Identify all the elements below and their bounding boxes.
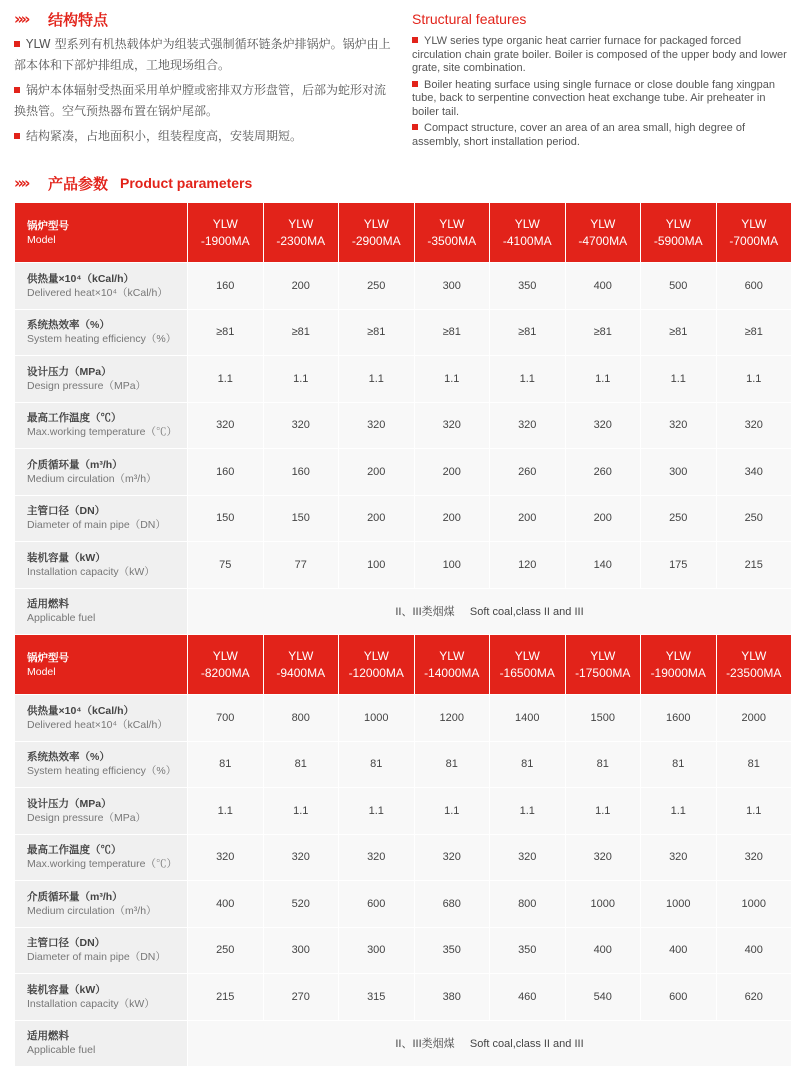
model-header-row <box>15 635 792 695</box>
model-code: -3500MA <box>427 233 477 248</box>
table-cell: 300 <box>414 263 490 310</box>
product-parameters-heading <box>14 172 252 194</box>
row-label-cn: 锅炉型号 <box>27 651 69 664</box>
table-cell: 340 <box>716 449 792 496</box>
table-cell: 680 <box>414 881 490 928</box>
row-label-cn: 供热量×10⁴（kCal/h） <box>27 704 135 717</box>
table-cell: 150 <box>263 495 339 542</box>
model-cell <box>263 203 339 263</box>
bullet-square-icon <box>14 87 20 93</box>
model-cell <box>490 635 566 695</box>
model-code: -2900MA <box>351 233 401 248</box>
row-label <box>15 1020 188 1067</box>
table-cell: 81 <box>263 741 339 788</box>
table-cell: 400 <box>641 927 717 974</box>
row-label-en: System heating efficiency（%） <box>27 765 177 778</box>
table-cell: 150 <box>188 495 264 542</box>
row-label-en: Medium circulation（m³/h） <box>27 472 157 485</box>
row-label-en: Applicable fuel <box>27 612 96 625</box>
model-cell <box>188 635 264 695</box>
table-cell: 260 <box>490 449 566 496</box>
table-cell: 315 <box>339 974 415 1021</box>
row-label-en: Applicable fuel <box>27 1044 96 1057</box>
row-label-cn: 设计压力（MPa） <box>27 365 112 378</box>
table-cell: 320 <box>263 402 339 449</box>
table-cell: 1.1 <box>188 356 264 403</box>
model-code: -14000MA <box>424 665 480 680</box>
row-label-en: Installation capacity（kW） <box>27 565 155 578</box>
row-label-en: Design pressure（MPa） <box>27 811 147 824</box>
model-series: YLW <box>590 216 616 231</box>
table-cell: 700 <box>188 695 264 742</box>
table-cell: 81 <box>565 741 641 788</box>
table-cell: 200 <box>414 449 490 496</box>
row-label-en: Delivered heat×10⁴（kCal/h） <box>27 286 168 299</box>
table-cell: 215 <box>188 974 264 1021</box>
table-cell: 320 <box>641 834 717 881</box>
row-label-en: Max.working temperature（℃） <box>27 858 177 871</box>
model-code: -19000MA <box>650 665 706 680</box>
model-code: -1900MA <box>200 233 250 248</box>
table-cell: 81 <box>641 741 717 788</box>
model-series: YLW <box>741 216 767 231</box>
row-label <box>15 402 188 449</box>
row-label-en: Diameter of main pipe（DN） <box>27 951 166 964</box>
model-series: YLW <box>288 216 314 231</box>
bullet-square-icon <box>412 81 418 87</box>
row-label <box>15 203 188 263</box>
row-label <box>15 974 188 1021</box>
table-cell: 77 <box>263 542 339 589</box>
table-cell: 320 <box>188 834 264 881</box>
model-code: -2300MA <box>276 233 326 248</box>
table-cell: 350 <box>490 263 566 310</box>
table-cell: 320 <box>490 834 566 881</box>
row-label <box>15 449 188 496</box>
table-cell: 380 <box>414 974 490 1021</box>
bullet-square-icon <box>14 133 20 139</box>
table-cell: 81 <box>339 741 415 788</box>
table-cell: 520 <box>263 881 339 928</box>
row-label-cn: 系统热效率（%） <box>27 751 110 764</box>
model-cell <box>490 203 566 263</box>
table-cell: 1200 <box>414 695 490 742</box>
model-series: YLW <box>665 216 691 231</box>
table-cell: 320 <box>716 834 792 881</box>
table-cell: 81 <box>490 741 566 788</box>
row-label-cn: 装机容量（kW） <box>27 551 106 564</box>
row-label <box>15 263 188 310</box>
table-cell: 250 <box>716 495 792 542</box>
row-label-cn: 介质循环量（m³/h） <box>27 890 123 903</box>
model-code: -7000MA <box>729 233 779 248</box>
table-cell: 350 <box>490 927 566 974</box>
table-row <box>15 881 792 928</box>
table-cell: 300 <box>263 927 339 974</box>
model-header-row <box>15 203 792 263</box>
row-label-en: Installation capacity（kW） <box>27 997 155 1010</box>
table-cell: 320 <box>414 834 490 881</box>
feature-item-en: Compact structure, cover an area of an area small, high degree of assembly, short installation period. <box>412 122 746 148</box>
row-label <box>15 834 188 881</box>
table-cell: 1.1 <box>565 356 641 403</box>
table-cell: 100 <box>339 542 415 589</box>
table-cell: 1000 <box>641 881 717 928</box>
table-cell: 500 <box>641 263 717 310</box>
model-cell <box>414 203 490 263</box>
table-row <box>15 356 792 403</box>
row-label <box>15 635 188 695</box>
row-label-en: Max.working temperature（℃） <box>27 426 177 439</box>
model-code: -4100MA <box>502 233 552 248</box>
model-code: -5900MA <box>653 233 703 248</box>
feature-item-en: YLW series type organic heat carrier furnace for packaged forced circulation chain grate boiler. Boiler is composed of the upper body and lower grate, site combination. <box>412 35 787 74</box>
model-series: YLW <box>741 648 767 663</box>
model-series: YLW <box>514 648 540 663</box>
model-cell <box>339 635 415 695</box>
row-label-en: Diameter of main pipe（DN） <box>27 519 166 532</box>
model-code: -4700MA <box>578 233 628 248</box>
table-cell: 320 <box>414 402 490 449</box>
table-cell: 320 <box>263 834 339 881</box>
table-cell: 200 <box>490 495 566 542</box>
row-label-en: Model <box>27 233 56 246</box>
model-series: YLW <box>514 216 540 231</box>
table-cell: 250 <box>188 927 264 974</box>
bullet-square-icon <box>412 37 418 43</box>
row-label-cn: 主管口径（DN） <box>27 937 106 950</box>
section-heading-cn <box>14 8 396 30</box>
row-label-cn: 装机容量（kW） <box>27 983 106 996</box>
fuel-value: II、III类烟煤 Soft coal,class II and III <box>188 1020 792 1067</box>
table-cell: ≥81 <box>339 309 415 356</box>
table-cell: 81 <box>716 741 792 788</box>
table-cell: 400 <box>716 927 792 974</box>
model-cell <box>641 635 717 695</box>
row-label <box>15 741 188 788</box>
model-cell <box>716 203 792 263</box>
row-label <box>15 542 188 589</box>
table-row <box>15 741 792 788</box>
table-cell: 1500 <box>565 695 641 742</box>
model-series: YLW <box>590 648 616 663</box>
bullet-square-icon <box>14 41 20 47</box>
model-cell <box>641 203 717 263</box>
model-code: -9400MA <box>276 665 326 680</box>
table-cell: 320 <box>188 402 264 449</box>
model-series: YLW <box>665 648 691 663</box>
model-series: YLW <box>363 648 389 663</box>
table-cell: 350 <box>414 927 490 974</box>
table-row <box>15 449 792 496</box>
table-cell: 620 <box>716 974 792 1021</box>
table-cell: 300 <box>339 927 415 974</box>
table-cell: 1.1 <box>339 356 415 403</box>
model-cell <box>716 635 792 695</box>
model-series: YLW <box>288 648 314 663</box>
table-cell: 400 <box>565 263 641 310</box>
table-cell: 300 <box>641 449 717 496</box>
table-row <box>15 927 792 974</box>
table-cell: 1400 <box>490 695 566 742</box>
table-cell: 320 <box>490 402 566 449</box>
row-label <box>15 356 188 403</box>
model-cell <box>565 635 641 695</box>
table-cell: 1600 <box>641 695 717 742</box>
table-cell: 160 <box>188 449 264 496</box>
fuel-row <box>15 1020 792 1067</box>
table-row <box>15 263 792 310</box>
table-cell: 600 <box>339 881 415 928</box>
table-cell: 1000 <box>339 695 415 742</box>
table-cell: 400 <box>565 927 641 974</box>
table-row <box>15 834 792 881</box>
row-label <box>15 309 188 356</box>
feature-item-en: Boiler heating surface using single furnace or close double fang xingpan tube, back to serpentine convection heat exchange tube. Air preheater in boiler tail. <box>412 78 776 118</box>
row-label-cn: 适用燃料 <box>27 598 69 611</box>
table-cell: 120 <box>490 542 566 589</box>
table-cell: 200 <box>263 263 339 310</box>
table-cell: 250 <box>339 263 415 310</box>
row-label-cn: 最高工作温度（℃） <box>27 412 122 425</box>
product-title-cn: 产品参数 <box>48 174 109 193</box>
section-title-en: Structural features <box>412 11 527 27</box>
table-cell: 200 <box>339 449 415 496</box>
table-cell: 1.1 <box>263 788 339 835</box>
table-cell: 600 <box>716 263 792 310</box>
table-cell: 200 <box>339 495 415 542</box>
table-row <box>15 788 792 835</box>
chevron-right-icon: »» <box>14 10 28 28</box>
table-cell: 81 <box>188 741 264 788</box>
table-cell: 1.1 <box>490 788 566 835</box>
table-cell: 200 <box>414 495 490 542</box>
product-title-en: Product parameters <box>120 175 253 191</box>
table-cell: 320 <box>565 834 641 881</box>
table-cell: 320 <box>339 834 415 881</box>
table-cell: ≥81 <box>414 309 490 356</box>
row-label-cn: 锅炉型号 <box>27 219 69 232</box>
row-label <box>15 695 188 742</box>
model-series: YLW <box>212 216 238 231</box>
row-label-cn: 设计压力（MPa） <box>27 797 112 810</box>
model-series: YLW <box>212 648 238 663</box>
parameters-table <box>14 202 792 1067</box>
table-cell: 400 <box>188 881 264 928</box>
chevron-right-icon: »» <box>14 174 28 192</box>
structural-features-section <box>0 0 800 170</box>
model-code: -17500MA <box>575 665 631 680</box>
table-cell: 215 <box>716 542 792 589</box>
table-cell: ≥81 <box>263 309 339 356</box>
table-cell: 75 <box>188 542 264 589</box>
model-cell <box>188 203 264 263</box>
table-cell: 320 <box>641 402 717 449</box>
row-label-cn: 供热量×10⁴（kCal/h） <box>27 272 135 285</box>
table-cell: 1.1 <box>490 356 566 403</box>
table-cell: 320 <box>565 402 641 449</box>
table-cell: 600 <box>641 974 717 1021</box>
table-row <box>15 974 792 1021</box>
row-label <box>15 788 188 835</box>
table-cell: ≥81 <box>490 309 566 356</box>
model-series: YLW <box>363 216 389 231</box>
table-row <box>15 542 792 589</box>
table-cell: 800 <box>263 695 339 742</box>
model-code: -23500MA <box>726 665 782 680</box>
table-cell: 1.1 <box>716 788 792 835</box>
bullet-square-icon <box>412 124 418 130</box>
table-cell: 81 <box>414 741 490 788</box>
table-cell: 160 <box>188 263 264 310</box>
model-cell <box>339 203 415 263</box>
table-row <box>15 402 792 449</box>
model-series: YLW <box>439 216 465 231</box>
row-label-cn: 主管口径（DN） <box>27 505 106 518</box>
table-cell: 1.1 <box>641 788 717 835</box>
row-label-en: Design pressure（MPa） <box>27 379 147 392</box>
model-cell <box>263 635 339 695</box>
feature-item-cn: 结构紧凑，占地面积小，组装程度高，安装周期短。 <box>14 126 396 147</box>
table-cell: 320 <box>716 402 792 449</box>
table-cell: 800 <box>490 881 566 928</box>
model-cell <box>565 203 641 263</box>
row-label-en: Model <box>27 665 56 678</box>
fuel-value: II、III类烟煤 Soft coal,class II and III <box>188 588 792 635</box>
row-label <box>15 881 188 928</box>
table-cell: 1.1 <box>414 356 490 403</box>
row-label-en: Medium circulation（m³/h） <box>27 904 157 917</box>
feature-item-cn: 锅炉本体辐射受热面采用单炉膛或密排双方形盘管，后部为蛇形对流换热管。空气预热器布置在锅炉尾部。 <box>14 83 387 118</box>
table-cell: 1.1 <box>716 356 792 403</box>
table-row <box>15 309 792 356</box>
table-cell: 175 <box>641 542 717 589</box>
table-cell: 140 <box>565 542 641 589</box>
row-label-cn: 系统热效率（%） <box>27 319 110 332</box>
table-cell: 100 <box>414 542 490 589</box>
feature-item-cn: YLW 型系列有机热载体炉为组装式强制循环链条炉排锅炉。锅炉由上部本体和下部炉排组成，工地现场组合。 <box>14 37 391 72</box>
table-cell: 200 <box>565 495 641 542</box>
table-cell: ≥81 <box>641 309 717 356</box>
table-cell: 460 <box>490 974 566 1021</box>
row-label-cn: 最高工作温度（℃） <box>27 844 122 857</box>
table-row <box>15 495 792 542</box>
table-cell: 1.1 <box>339 788 415 835</box>
table-cell: 320 <box>339 402 415 449</box>
model-code: -16500MA <box>499 665 555 680</box>
table-cell: 1.1 <box>565 788 641 835</box>
section-title-cn: 结构特点 <box>48 10 109 29</box>
model-series: YLW <box>439 648 465 663</box>
row-label-en: System heating efficiency（%） <box>27 333 177 346</box>
row-label <box>15 495 188 542</box>
row-label <box>15 588 188 635</box>
table-cell: 1.1 <box>641 356 717 403</box>
row-label-en: Delivered heat×10⁴（kCal/h） <box>27 718 168 731</box>
table-cell: 540 <box>565 974 641 1021</box>
table-cell: ≥81 <box>565 309 641 356</box>
table-cell: ≥81 <box>716 309 792 356</box>
table-cell: 1000 <box>716 881 792 928</box>
table-cell: 1.1 <box>263 356 339 403</box>
model-code: -8200MA <box>200 665 250 680</box>
row-label <box>15 927 188 974</box>
fuel-row <box>15 588 792 635</box>
table-cell: ≥81 <box>188 309 264 356</box>
model-code: -12000MA <box>348 665 404 680</box>
row-label-cn: 适用燃料 <box>27 1030 69 1043</box>
table-cell: 2000 <box>716 695 792 742</box>
section-heading-en <box>412 8 792 30</box>
structural-features-en <box>412 8 792 149</box>
table-cell: 250 <box>641 495 717 542</box>
table-cell: 1000 <box>565 881 641 928</box>
table-row <box>15 695 792 742</box>
table-cell: 260 <box>565 449 641 496</box>
table-cell: 1.1 <box>414 788 490 835</box>
table-cell: 270 <box>263 974 339 1021</box>
table-cell: 160 <box>263 449 339 496</box>
row-label-cn: 介质循环量（m³/h） <box>27 458 123 471</box>
model-cell <box>414 635 490 695</box>
table-cell: 1.1 <box>188 788 264 835</box>
structural-features-cn <box>14 8 396 147</box>
